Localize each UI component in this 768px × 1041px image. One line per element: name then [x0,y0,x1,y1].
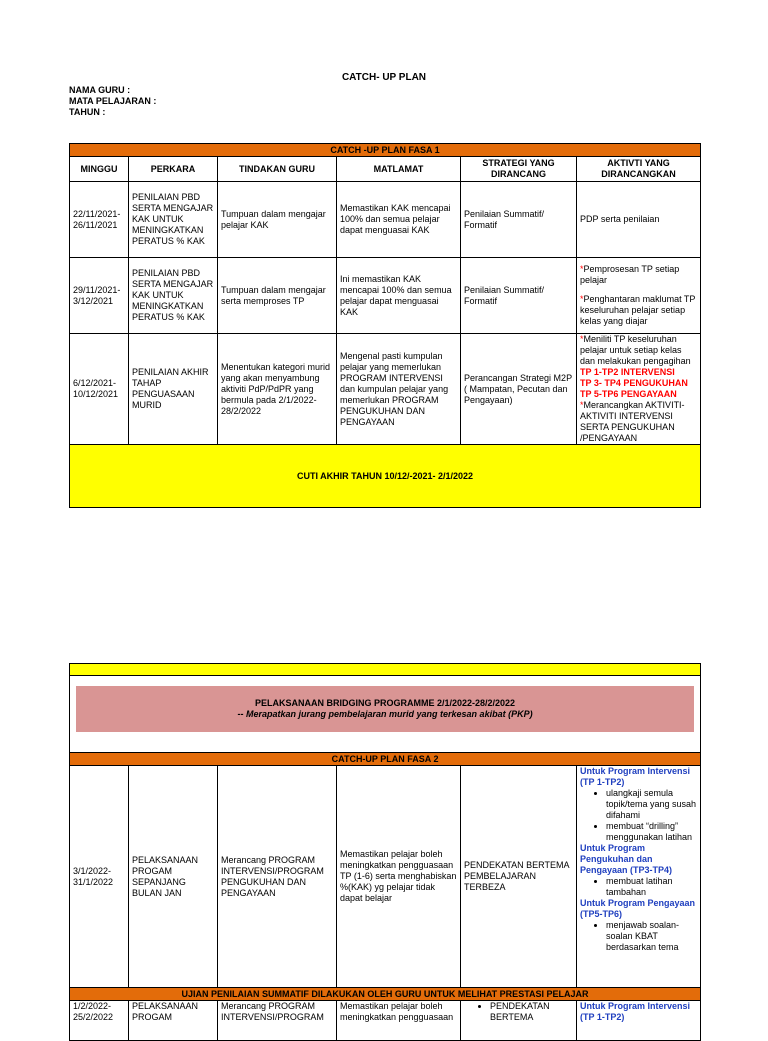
f2-row2-minggu: 1/2/2022- 25/2/2022 [70,1001,129,1041]
f2-row1-strategi: PENDEKATAN BERTEMA PEMBELAJARAN TERBEZA [461,766,577,988]
col-perkara: PERKARA [129,157,218,182]
ujian-banner: UJIAN PENILAIAN SUMMATIF DILAKUKAN OLEH GURU UNTUK MELIHAT PRESTASI PELAJAR [70,988,701,1001]
col-matlamat: MATLAMAT [337,157,461,182]
page-title: CATCH- UP PLAN [341,72,427,83]
f2-row2-perkara: PELAKSANAAN PROGAM [129,1001,218,1041]
col-tindakan-guru: TINDAKAN GURU [218,157,337,182]
row3-aktiviti [577,334,701,445]
intervensi-heading: Untuk Program Intervensi (TP 1-TP2) [580,766,691,787]
nama-guru-label: NAMA GURU : [69,85,131,95]
fasa1-heading: CATCH -UP PLAN FASA 1 [70,144,701,157]
bullet-star: * [580,264,584,274]
f2-row1-perkara: PELAKSANAAN PROGAM SEPANJANG BULAN JAN [129,766,218,988]
row3-strategi: Perancangan Strategi M2P ( Mampatan, Pecutan dan Pengayaan) [461,334,577,445]
row3-tindakan: Menentukan kategori murid yang akan menyambung aktiviti PdP/PdPR yang bermula pada 2/1/2022- 28/2/2022 [218,334,337,445]
intervensi-list [580,788,697,843]
pengukuhan-heading: Untuk Program Pengukuhan dan Pengayaan (TP3-TP4) [580,843,673,875]
yellow-strip [70,664,701,676]
row3-minggu: 6/12/2021- 10/12/2021 [70,334,129,445]
f2-row2-strategi [461,1001,577,1041]
cuti-banner: CUTI AKHIR TAHUN 10/12/-2021- 2/1/2022 [70,445,701,508]
pengayaan-list [580,920,697,953]
f2-row1-aktiviti [577,766,701,988]
teacher-info [69,85,156,118]
f2-row2-aktiviti: Untuk Program Intervensi (TP 1-TP2) [577,1001,701,1041]
fasa2-heading: CATCH-UP PLAN FASA 2 [70,753,701,766]
f2-row1-minggu: 3/1/2022- 31/1/2022 [70,766,129,988]
f2-row1-matlamat: Memastikan pelajar boleh meningkatkan pengguasaan TP (1-6) serta menghabiskan %(KAK) yg pelajar tidak dapat belajar [337,766,461,988]
bridging-title: PELAKSANAAN BRIDGING PROGRAMME 2/1/2022-28/2/2022 [254,698,516,708]
bridging-subtitle: -- Merapatkan jurang pembelajaran murid yang terkesan akibat (PKP) [237,709,533,719]
table-row [70,766,701,988]
row2-perkara: PENILAIAN PBD SERTA MENGAJAR KAK UNTUK MENINGKATKAN PERATUS % KAK [129,258,218,334]
list-item: • membuat latihan tambahan [606,876,697,898]
list-item: • membuat “drilling” menggunakan latihan [606,821,697,843]
aktiviti-penghantaran: Penghantaran maklumat TP keseluruhan pelajar setiap kelas yang diajar [580,294,696,326]
bridging-section [70,676,701,753]
row3-matlamat: Mengenal pasti kumpulan pelajar yang memerlukan PROGRAM INTERVENSI dan kumpulan pelajar yang memerlukan PROGRAM PENGUKUHAN DAN PENGAYAAN [337,334,461,445]
row1-aktiviti: PDP serta penilaian [577,182,701,258]
row1-tindakan: Tumpuan dalam mengajar pelajar KAK [218,182,337,258]
row1-perkara: PENILAIAN PBD SERTA MENGAJAR KAK UNTUK MENINGKATKAN PERATUS % KAK [129,182,218,258]
row2-matlamat: Ini memastikan KAK mencapai 100% dan semua pelajar dapat menguasai KAK [337,258,461,334]
pengukuhan-list [580,876,697,898]
aktiviti-pemprosesan: Pemprosesan TP setiap pelajar [580,264,680,285]
pengayaan-heading: Untuk Program Pengayaan (TP5-TP6) [580,898,696,919]
bullet-star: * [580,400,584,410]
row2-strategi: Penilaian Summatif/ Formatif [461,258,577,334]
list-item: • menjawab soalan-soalan KBAT berdasarkan tema [606,920,697,953]
row3-perkara: PENILAIAN AKHIR TAHAP PENGUASAAN MURID [129,334,218,445]
table-row [70,258,701,334]
list-item: • ulangkaji semula topik/tema yang susah difahami [606,788,697,821]
bullet-star: * [580,294,584,304]
row2-tindakan: Tumpuan dalam mengajar serta memproses TP [218,258,337,334]
bridging-banner [76,686,694,732]
col-minggu: MINGGU [70,157,129,182]
fasa1-table [69,143,701,508]
aktiviti-meniliti: Meniliti TP keseluruhan pelajar untuk setiap kelas dan melakukan pengagihan [580,334,691,366]
tahun-label: TAHUN : [69,107,106,117]
table-row [70,334,701,445]
row2-aktiviti [577,258,701,334]
bullet-star: * [580,334,584,344]
f2-row2-matlamat: Memastikan pelajar boleh meningkatkan pengguasaan [337,1001,461,1041]
f2-row1-tindakan: Merancang PROGRAM INTERVENSI/PROGRAM PENGUKUHAN DAN PENGAYAAN [218,766,337,988]
tp-pengayaan: TP 5-TP6 PENGAYAAN [580,389,677,399]
col-aktiviti: AKTIVTI YANG DIRANCANGKAN [577,157,701,182]
row1-minggu: 22/11/2021- 26/11/2021 [70,182,129,258]
row1-strategi: Penilaian Summatif/ Formatif [461,182,577,258]
table-row [70,182,701,258]
row2-minggu: 29/11/2021- 3/12/2021 [70,258,129,334]
mata-pelajaran-label: MATA PELAJARAN : [69,96,157,106]
tp-intervensi: TP 1-TP2 INTERVENSI [580,367,675,377]
list-item: • PENDEKATAN BERTEMA [490,1001,573,1023]
f2-row2-tindakan: Merancang PROGRAM INTERVENSI/PROGRAM [218,1001,337,1041]
aktiviti-merancang: Merancangkan AKTIVITI-AKTIVITI INTERVENSI SERTA PENGUKUHAN /PENGAYAAN [580,400,685,443]
table-row [70,1001,701,1041]
tp-pengukuhan: TP 3- TP4 PENGUKUHAN [580,378,688,388]
row1-matlamat: Memastikan KAK mencapai 100% dan semua pelajar dapat menguasai KAK [337,182,461,258]
col-strategi: STRATEGI YANG DIRANCANG [461,157,577,182]
fasa2-table [69,663,701,1041]
